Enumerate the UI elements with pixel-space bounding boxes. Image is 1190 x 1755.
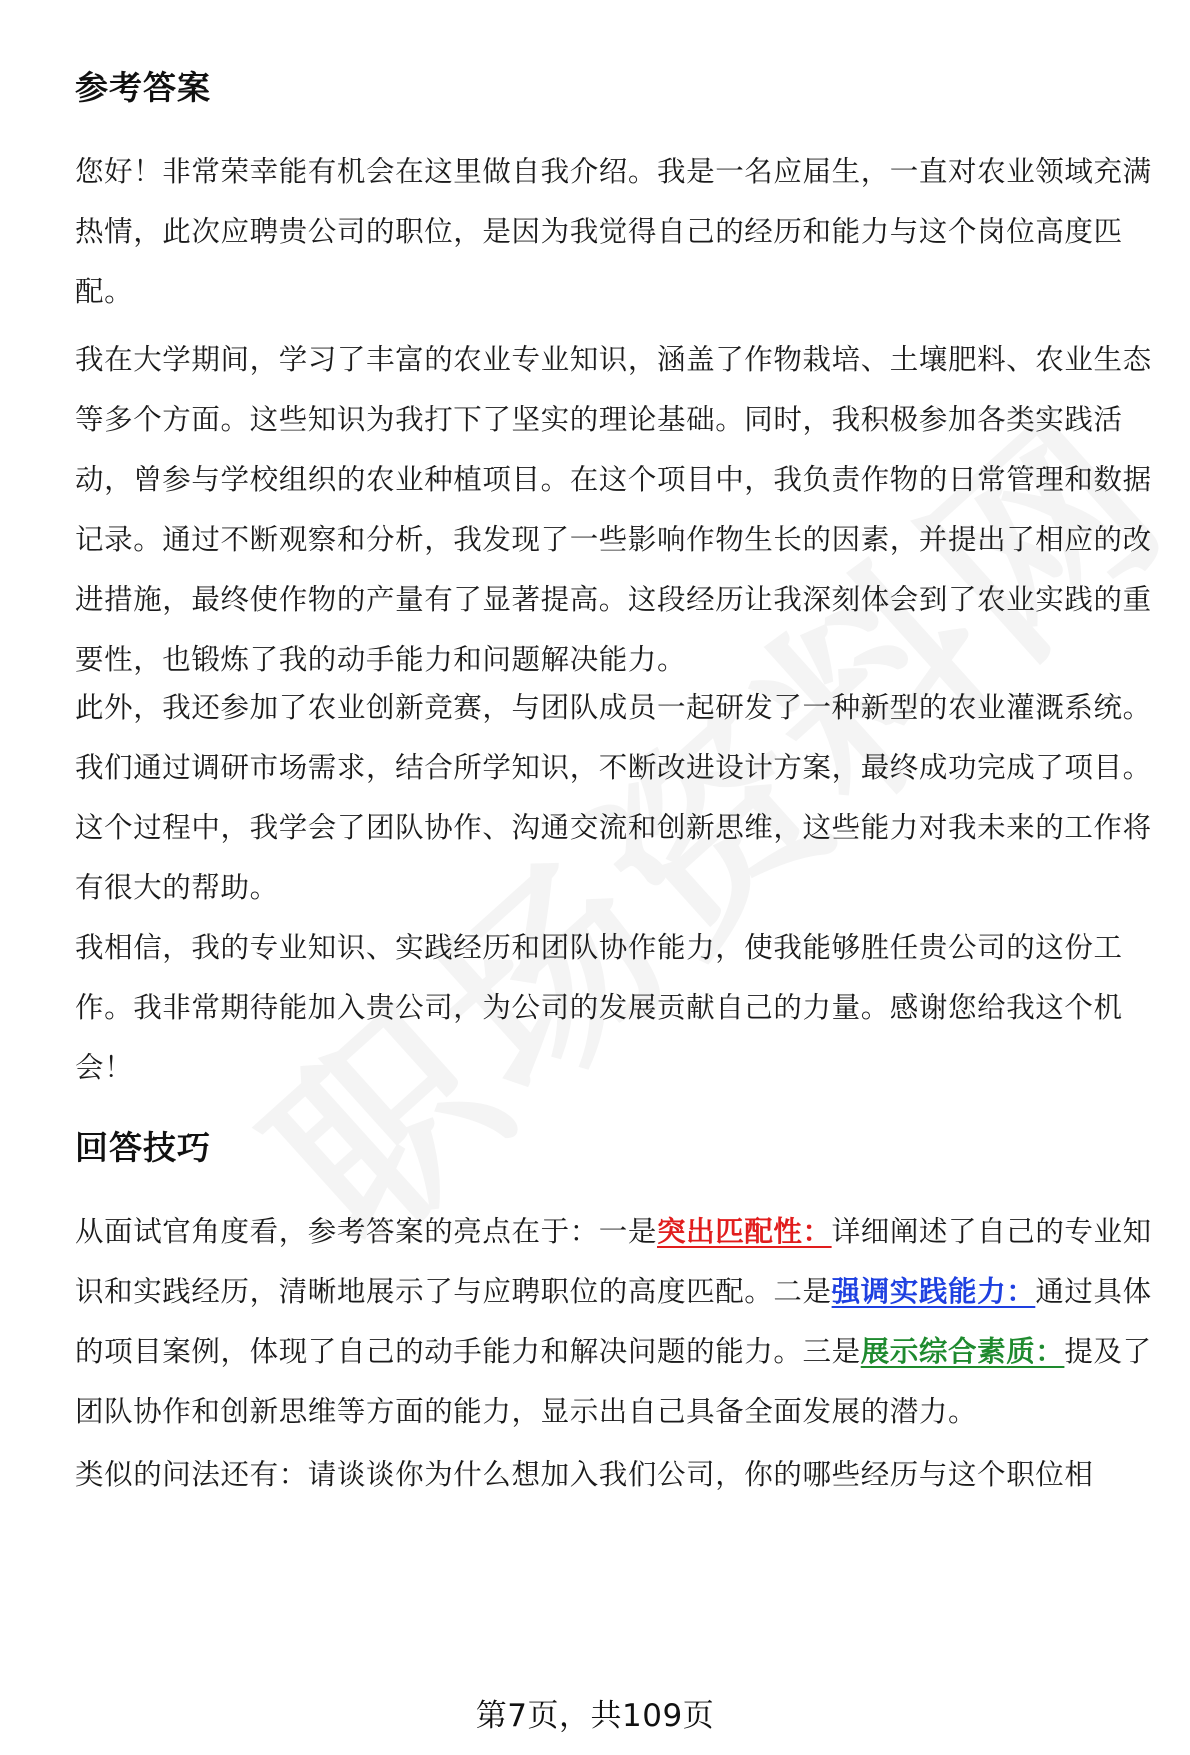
similar-questions-paragraph: 类似的问法还有：请谈谈你为什么想加入我们公司，你的哪些经历与这个职位相 xyxy=(75,1458,1094,1491)
section-heading-answer-tips: 回答技巧 xyxy=(75,1128,211,1167)
tips-point2-text: 通过具体的项目案例，体现了自己的动手能力和解决问题的能力。三是 xyxy=(75,1275,1152,1368)
answer-paragraph-1: 您好！非常荣幸能有机会在这里做自我介绍。我是一名应届生，一直对农业领域充满热情，此次应聘贵公司的职位，是因为我觉得自己的经历和能力与这个岗位高度匹配。 xyxy=(75,155,1152,308)
highlight-matching: 突出匹配性： xyxy=(657,1215,832,1248)
tips-intro: 从面试官角度看，参考答案的亮点在于：一是 xyxy=(75,1215,658,1248)
section-heading-reference-answer: 参考答案 xyxy=(75,68,211,107)
answer-paragraph-2: 我在大学期间，学习了丰富的农业专业知识，涵盖了作物栽培、土壤肥料、农业生态等多个方面。这些知识为我打下了坚实的理论基础。同时，我积极参加各类实践活动，曾参与学校组织的农业种植项目。在这个项目中，我负责作物的日常管理和数据记录。通过不断观察和分析，我发现了一些影响作物生长的因素，并提出了相应的改进措施，最终使作物的产量有了显著提高。这段经历让我深刻体会到了农业实践的重要性，也锻炼了我的动手能力和问题解决能力。 xyxy=(75,343,1152,676)
tips-paragraph xyxy=(75,1202,1160,1442)
highlight-practice-ability: 强调实践能力： xyxy=(831,1275,1036,1308)
tips-point1-text: 详细阐述了自己的专业知识和实践经历，清晰地展示了与应聘职位的高度匹配。二是 xyxy=(75,1215,1152,1308)
answer-paragraph-4: 我相信，我的专业知识、实践经历和团队协作能力，使我能够胜任贵公司的这份工作。我非常期待能加入贵公司，为公司的发展贡献自己的力量。感谢您给我这个机会！ xyxy=(75,931,1123,1084)
answer-paragraph-3: 此外，我还参加了农业创新竞赛，与团队成员一起研发了一种新型的农业灌溉系统。我们通过调研市场需求，结合所学知识，不断改进设计方案，最终成功完成了项目。这个过程中，我学会了团队协作、沟通交流和创新思维，这些能力对我未来的工作将有很大的帮助。 xyxy=(75,691,1152,904)
highlight-overall-quality: 展示综合素质： xyxy=(860,1335,1065,1368)
tips-point3-text: 提及了团队协作和创新思维等方面的能力，显示出自己具备全面发展的潜力。 xyxy=(75,1335,1152,1428)
page-number-footer: 第7页，共109页 xyxy=(475,1698,715,1734)
